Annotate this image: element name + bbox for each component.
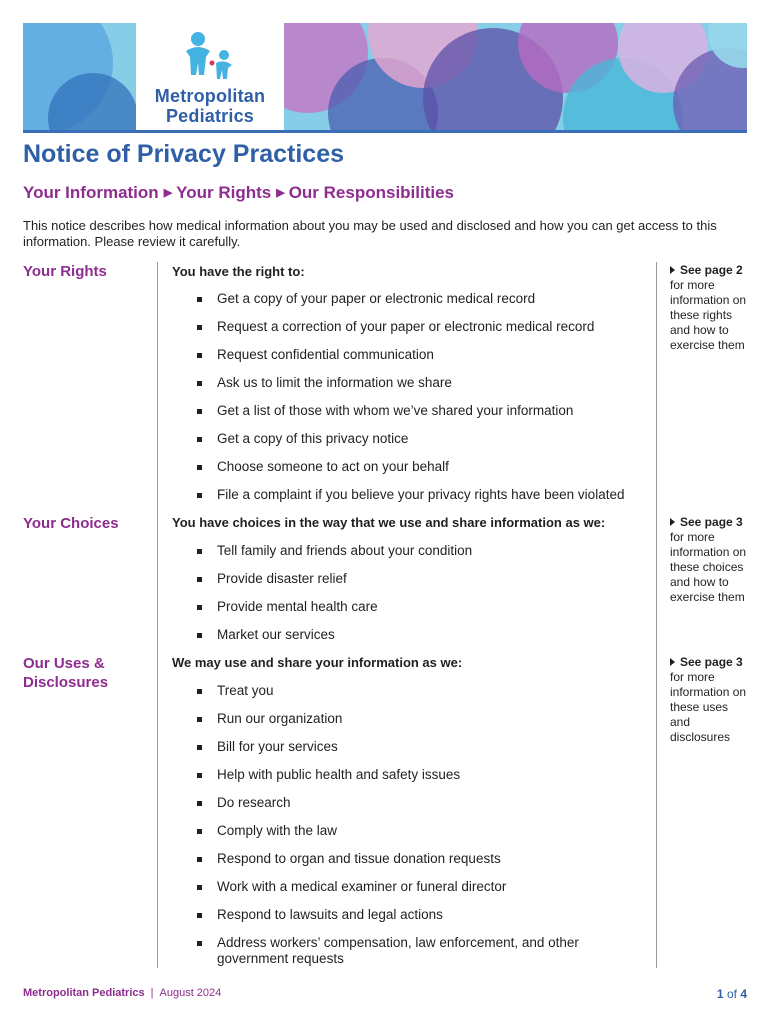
see-page-text-uses: for more information on these uses and disclosures [670, 670, 747, 744]
page-total: 4 [740, 987, 747, 1001]
breadcrumb-item-rights: Your Rights [176, 183, 272, 202]
footer-separator: | [150, 987, 154, 999]
choices-list [194, 543, 654, 655]
decorative-circles [23, 23, 747, 130]
page-of: of [726, 987, 737, 1001]
list-item: Market our services [194, 627, 654, 655]
list-item: Bill for your services [194, 739, 654, 767]
uses-list [194, 683, 654, 969]
list-item: Work with a medical examiner or funeral director [194, 879, 654, 907]
list-item: Respond to lawsuits and legal actions [194, 907, 654, 935]
list-item: Provide disaster relief [194, 571, 654, 599]
column-divider-right [656, 262, 657, 968]
list-item: Ask us to limit the information we share [194, 375, 654, 403]
see-page-text-choices: for more information on these choices and how to exercise them [670, 530, 747, 604]
footer-date: August 2024 [159, 987, 222, 999]
see-page-link-choices: See page 3 [670, 515, 750, 530]
triangle-right-icon: ▶ [276, 187, 285, 199]
section-title-uses: Our Uses & Disclosures [23, 655, 109, 691]
header-banner [23, 23, 747, 130]
breadcrumb-item-responsibilities: Our Responsibilities [288, 183, 455, 202]
list-item: Request confidential communication [194, 347, 654, 375]
list-item: Get a copy of your paper or electronic medical record [194, 291, 654, 319]
page-number [717, 987, 747, 1001]
list-item: Tell family and friends about your condition [194, 543, 654, 571]
logo-line-1: Metropolitan [154, 86, 266, 106]
section-title-rights: Your Rights [23, 263, 107, 280]
section-heading-uses: We may use and share your information as we: [172, 655, 463, 670]
see-page-link-rights: See page 2 [670, 263, 750, 278]
list-item: File a complaint if you believe your privacy rights have been violated [194, 487, 654, 515]
list-item: Treat you [194, 683, 654, 711]
section-title-choices: Your Choices [23, 515, 119, 532]
see-page-link-uses: See page 3 [670, 655, 750, 670]
list-item: Provide mental health care [194, 599, 654, 627]
logo-line-2: Pediatrics [165, 106, 255, 126]
see-page-note-rights [670, 263, 750, 353]
breadcrumb [23, 183, 454, 203]
intro-text: This notice describes how medical information about you may be used and disclosed and how you can get access to this information. Please review it carefully. [23, 218, 717, 249]
triangle-right-icon: ▶ [163, 187, 173, 199]
section-heading-choices: You have choices in the way that we use and share information as we: [172, 515, 606, 530]
footer-org: Metropolitan Pediatrics [23, 987, 145, 999]
page-current: 1 [716, 987, 724, 1001]
rights-list [194, 291, 654, 515]
see-page-note-choices [670, 515, 750, 605]
list-item: Comply with the law [194, 823, 654, 851]
list-item: Do research [194, 795, 654, 823]
see-page-note-uses [670, 655, 750, 745]
family-icon [136, 23, 284, 85]
list-item: Choose someone to act on your behalf [194, 459, 654, 487]
logo [136, 23, 284, 130]
page-title: Notice of Privacy Practices [23, 140, 344, 168]
banner-divider [23, 130, 747, 133]
list-item: Help with public health and safety issues [194, 767, 654, 795]
list-item: Respond to organ and tissue donation requests [194, 851, 654, 879]
list-item: Run our organization [194, 711, 654, 739]
breadcrumb-item-information: Your Information [23, 183, 159, 202]
footer [23, 987, 221, 999]
list-item: Get a list of those with whom we’ve shared your information [194, 403, 654, 431]
section-heading-rights: You have the right to: [172, 264, 305, 279]
list-item: Request a correction of your paper or electronic medical record [194, 319, 654, 347]
see-page-text-rights: for more information on these rights and how to exercise them [670, 278, 747, 352]
list-item: Get a copy of this privacy notice [194, 431, 654, 459]
column-divider-left [157, 262, 158, 968]
list-item: Address workers’ compensation, law enforcement, and other government requests [194, 935, 617, 969]
